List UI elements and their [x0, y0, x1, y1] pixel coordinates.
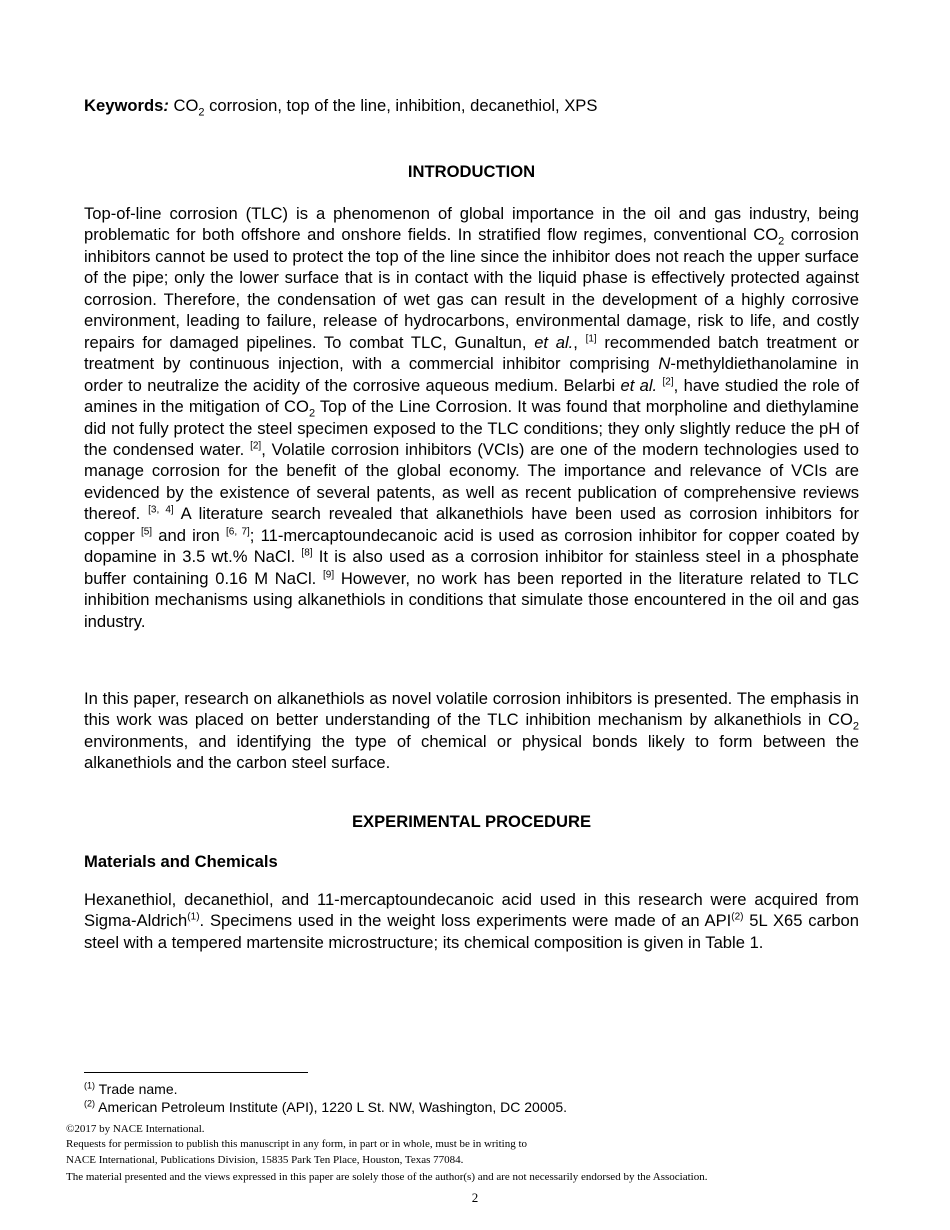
legal-line-2: NACE International, Publications Division, 15835 Park Ten Place, Houston, Texas 77084. [66, 1154, 464, 1166]
keywords-colon: : [163, 96, 169, 115]
footnote-1: $^{(1)}$ Trade name. [84, 1080, 178, 1097]
copyright-line: ©2017 by NACE International. [66, 1123, 205, 1135]
citation: [3, 4] [148, 504, 174, 516]
footnote-ref: (2) [731, 911, 744, 923]
materials-subheading: Materials and Chemicals [84, 852, 278, 871]
introduction-paragraph-2: In this paper, research on alkanethiols as novel volatile corrosion inhibitors is presented. The emphasis in this work was placed on better understanding of the TLC inhibition mechanism by alkanethiols in $CO_2$ environments, and identifying the type of chemical or physical bonds likely to form between the alkanethiols and the carbon steel surface. [84, 689, 859, 773]
experimental-heading: EXPERIMENTAL PROCEDURE [351, 812, 592, 831]
keywords-sub: 2 [198, 106, 205, 119]
keywords-line [84, 96, 598, 119]
citation: [1] [585, 333, 597, 345]
footnote-ref: (1) [187, 911, 200, 923]
introduction-heading: INTRODUCTION [407, 162, 536, 181]
legal-line-1: Requests for permission to publish this manuscript in any form, in part or in whole, must be in writing to [66, 1138, 528, 1150]
citation: [9] [322, 569, 335, 581]
keywords-co: CO [173, 96, 199, 115]
materials-paragraph: Hexanethiol, decanethiol, and 11-mercaptoundecanoic acid used in this research were acquired from Sigma-Aldrich$^{(1)}$. Specimens used in the weight loss experiments were made of an API$^{(2)}$ 5L X65 carbon steel with a tempered martensite microstructure; its chemical composition is given in Table 1. [84, 890, 860, 952]
citation: [2] [250, 440, 262, 452]
citation: [6, 7] [225, 526, 250, 538]
keywords-list: corrosion, top of the line, inhibition, decanethiol, XPS [204, 96, 598, 115]
page-number: 2 [471, 1190, 479, 1205]
footnote-divider [84, 1072, 308, 1073]
citation: [8] [301, 547, 313, 559]
citation: [2] [662, 376, 674, 388]
footnote-2: $^{(2)}$ American Petroleum Institute (API), 1220 L St. NW, Washington, DC 20005. [84, 1098, 568, 1115]
introduction-paragraph-1: Top-of-line corrosion (TLC) is a phenomenon of global importance in the oil and gas industry, being problematic for both offshore and onshore fields. In stratified flow regimes, conventional $CO_2$ corrosion inhibitors cannot be used to protect the top of the line since the inhibitor does not reach the upper surface of the pipe; only the lower surface that is in contact with the liquid phase is effectively protected against corrosion. Therefore, the condensation of wet gas can result in the development of a highly corrosive environment, leading to failure, release of hydrocarbons, environmental damage, risk to life, and costly repairs for damaged pipelines. To combat TLC, Gunaltun, et al., [1] recommended batch treatment or treatment by continuous injection, with a commercial inhibitor comprising N-methyldiethanolamine in order to neutralize the acidity of the corrosive aqueous medium. Belarbi et al. [2], have studied the role of amines in the mitigation of $CO_2$ Top of the Line Corrosion. It was found that morpholine and diethylamine did not fully protect the steel specimen exposed to the TLC conditions; they only slightly reduce the pH of the condensed water. [2], Volatile corrosion inhibitors (VCIs) are one of the modern technologies used to manage corrosion for the benefit of the global economy. The importance and relevance of VCIs are evidenced by the existence of several patents, as well as recent publication of comprehensive reviews thereof. [3, 4] A literature search revealed that alkanethiols have been used as corrosion inhibitors for copper [5] and iron [6, 7]; 11-mercaptoundecanoic acid is used as corrosion inhibitor for copper coated by dopamine in 3.5 wt.% NaCl. [8] It is also used as a corrosion inhibitor for stainless steel in a phosphate buffer containing 0.16 M NaCl. [9] However, no work has been reported in the literature related to TLC inhibition mechanisms using alkanethiols in conditions that simulate those encountered in the oil and gas industry. [84, 204, 860, 631]
keywords-label: Keywords [84, 96, 164, 115]
citation: [5] [140, 526, 153, 538]
legal-line-3: The material presented and the views expressed in this paper are solely those of the author(s) and are not necessarily endorsed by the Association. [66, 1171, 708, 1183]
